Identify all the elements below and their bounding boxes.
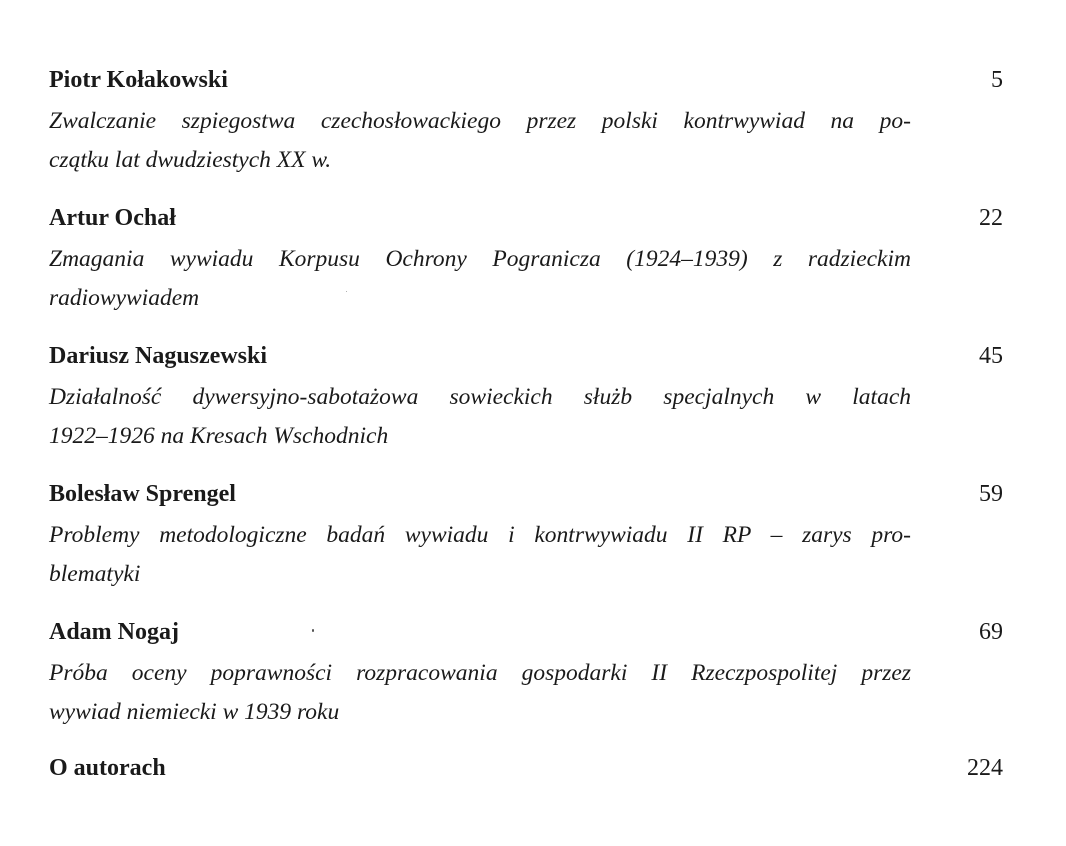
article-title (49, 378, 911, 456)
toc-entry-header (49, 615, 1003, 649)
toc-entry (49, 751, 1003, 785)
title-line: wywiad niemiecki w 1939 roku (49, 699, 340, 725)
page-number: 224 (967, 755, 1003, 781)
toc-entry-header (49, 339, 1003, 373)
author-name: Piotr Kołakowski (49, 67, 228, 93)
article-title (49, 102, 911, 180)
article-title (49, 240, 911, 318)
page-number: 59 (979, 481, 1003, 507)
title-line: czątku lat dwudziestych XX w. (49, 147, 332, 173)
author-name: Dariusz Naguszewski (49, 343, 268, 369)
title-line: Próba oceny poprawności rozpracowania gospodarki II Rzeczpospolitej przez (49, 660, 911, 686)
page-number: 69 (979, 619, 1003, 645)
title-line: radiowywiadem (49, 285, 200, 311)
title-line: Działalność dywersyjno-sabotażowa sowieckich służb specjalnych w latach (49, 384, 911, 410)
toc-entry-header (49, 201, 1003, 235)
title-line: Problemy metodologiczne badań wywiadu i kontrwywiadu II RP – zarys pro- (49, 522, 911, 548)
page-number: 45 (979, 343, 1003, 369)
toc-entry-header (49, 477, 1003, 511)
title-line: 1922–1926 na Kresach Wschodnich (49, 423, 389, 449)
author-name: Artur Ochał (49, 205, 176, 231)
scan-speck (346, 291, 347, 292)
toc-entry-header (49, 751, 1003, 785)
section-name: O autorach (49, 755, 166, 781)
toc-entry (49, 615, 1003, 732)
title-line: Zwalczanie szpiegostwa czechosłowackiego przez polski kontrwywiad na po- (49, 108, 911, 134)
toc-entry (49, 339, 1003, 456)
scan-speck (312, 629, 314, 632)
author-name: Adam Nogaj (49, 619, 179, 645)
page-number: 22 (979, 205, 1003, 231)
toc-entry (49, 201, 1003, 318)
toc-entry-header (49, 63, 1003, 97)
title-line: blematyki (49, 561, 141, 587)
author-name: Bolesław Sprengel (49, 481, 236, 507)
article-title (49, 654, 911, 732)
toc-entry (49, 477, 1003, 594)
page-number: 5 (991, 67, 1003, 93)
article-title (49, 516, 911, 594)
title-line: Zmagania wywiadu Korpusu Ochrony Pogranicza (1924–1939) z radzieckim (49, 246, 911, 272)
toc-entry (49, 63, 1003, 180)
